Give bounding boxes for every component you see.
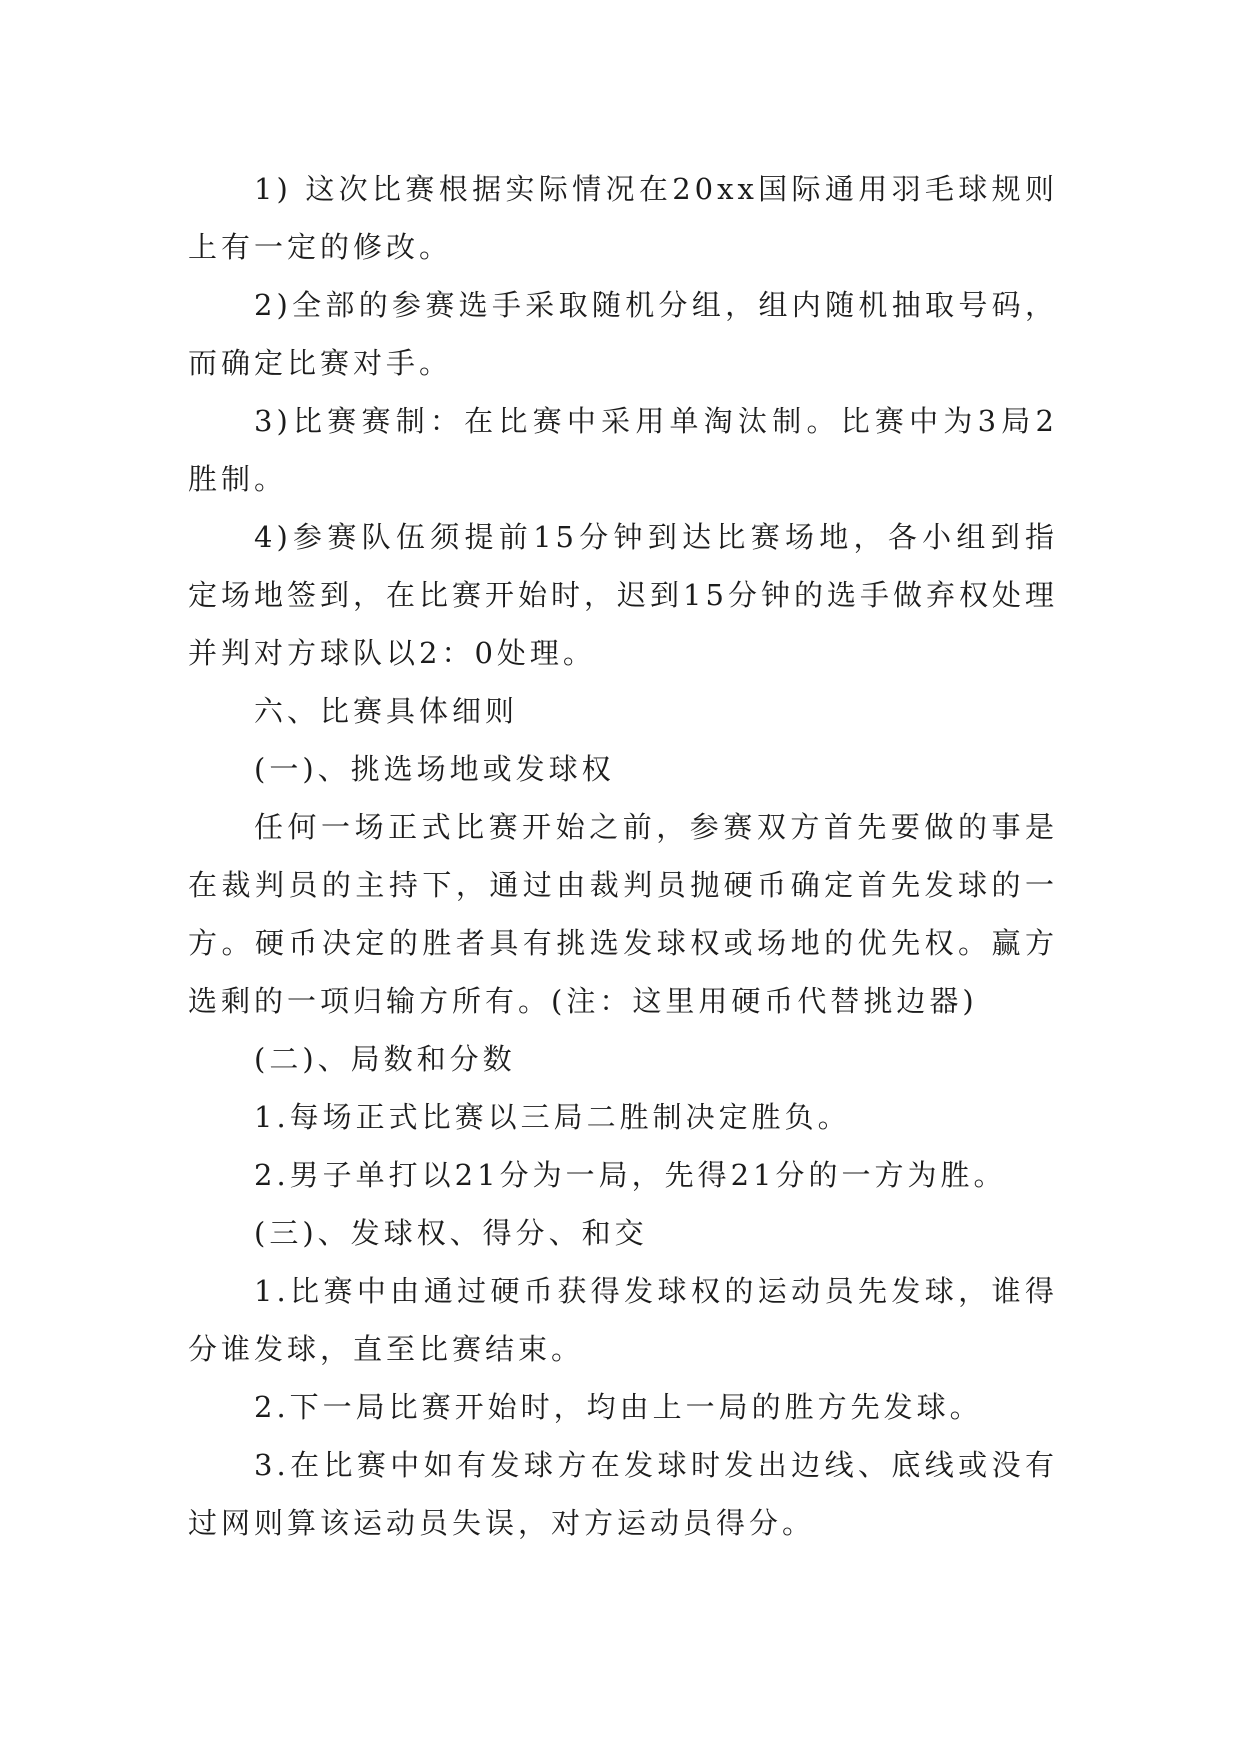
paragraph-games-2: 2.男子单打以21分为一局，先得21分的一方为胜。 [254, 1158, 1007, 1192]
document-body [188, 160, 1058, 1552]
subheading-1: (一)、挑选场地或发球权 [254, 752, 615, 786]
paragraph-rule-4: 4)参赛队伍须提前15分钟到达比赛场地，各小组到指定场地签到，在比赛开始时，迟到15分钟的选手做弃权处理并判对方球队以2：0处理。 [188, 520, 1058, 670]
section-heading-6: 六、比赛具体细则 [254, 694, 519, 728]
paragraph-serve-1: 1.比赛中由通过硬币获得发球权的运动员先发球，谁得分谁发球，直至比赛结束。 [188, 1274, 1058, 1366]
paragraph-serve-2: 2.下一局比赛开始时，均由上一局的胜方先发球。 [254, 1390, 983, 1424]
subheading-3: (三)、发球权、得分、和交 [254, 1216, 648, 1250]
paragraph-serve-3: 3.在比赛中如有发球方在发球时发出边线、底线或没有过网则算该运动员失误，对方运动员得分。 [188, 1448, 1058, 1540]
paragraph-games-1: 1.每场正式比赛以三局二胜制决定胜负。 [254, 1100, 851, 1134]
paragraph-coin-toss: 任何一场正式比赛开始之前，参赛双方首先要做的事是在裁判员的主持下，通过由裁判员抛硬币确定首先发球的一方。硬币决定的胜者具有挑选发球权或场地的优先权。赢方选剩的一项归输方所有。(注：这里用硬币代替挑边器) [188, 810, 1058, 1018]
paragraph-rule-2: 2)全部的参赛选手采取随机分组，组内随机抽取号码，而确定比赛对手。 [188, 288, 1058, 380]
subheading-2: (二)、局数和分数 [254, 1042, 516, 1076]
paragraph-rule-1: 1) 这次比赛根据实际情况在20xx国际通用羽毛球规则上有一定的修改。 [188, 172, 1058, 264]
paragraph-rule-3: 3)比赛赛制：在比赛中采用单淘汰制。比赛中为3局2胜制。 [188, 404, 1058, 496]
